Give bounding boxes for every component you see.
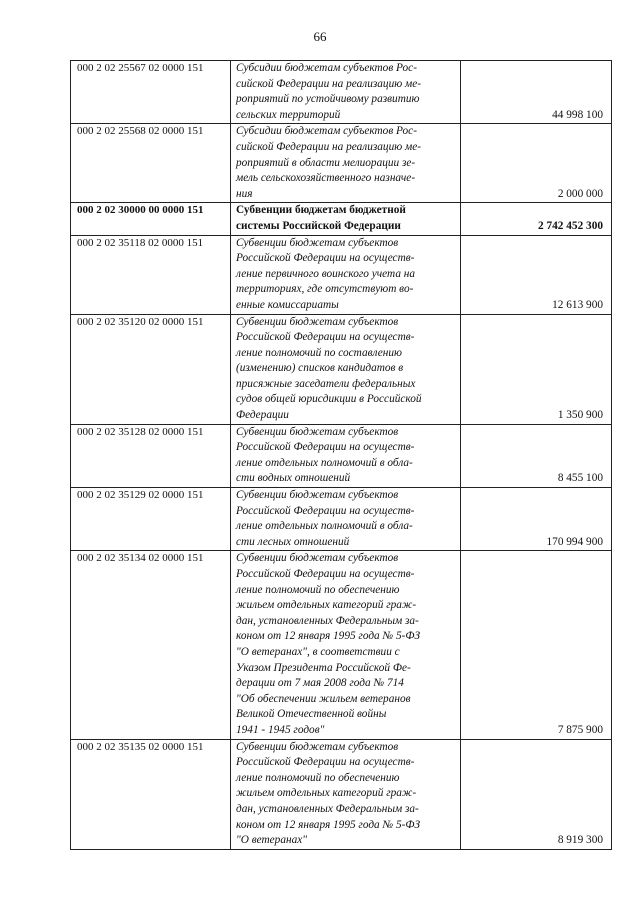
revenue-item-name-line: "О ветеранах" [236,834,307,847]
revenue-item-name-line: Субвенции бюджетам субъектов [236,425,399,438]
budget-classification-code: 000 2 02 35134 02 0000 151 [71,551,231,739]
revenue-table-body [71,61,612,850]
revenue-item-name [231,739,461,849]
revenue-item-name [231,61,461,124]
table-row [71,314,612,424]
revenue-item-name-line: ление первичного воинского учета на [236,267,416,280]
revenue-item-name-line: Российской Федерации на осуществ- [236,252,415,265]
revenue-item-name-line: Российской Федерации на осуществ- [236,504,415,517]
revenue-item-name-line: енные комиссариаты [236,298,339,311]
revenue-item-name-line: Российской Федерации на осуществ- [236,331,415,344]
revenue-item-name-line: мель сельскохозяйственного назначе- [236,172,416,185]
revenue-item-name-line: жильем отдельных категорий граж- [236,599,417,612]
revenue-item-name-line: сийской Федерации на реализацию ме- [236,140,421,153]
revenue-item-name-line: ление отдельных полномочий в обла- [236,456,413,469]
revenue-item-name-line: Субвенции бюджетам субъектов [236,489,399,502]
revenue-item-name-line: Федерации [236,409,289,422]
amount-value: 2 000 000 [461,124,612,203]
revenue-table [70,60,612,850]
revenue-item-name-line: коном от 12 января 1995 года № 5-ФЗ [236,818,421,831]
table-row [71,488,612,551]
revenue-item-name-line: Субвенции бюджетам бюджетной [236,204,406,217]
revenue-item-name-line: Субсидии бюджетам субъектов Рос- [236,62,417,74]
revenue-item-name-line: Российской Федерации на осуществ- [236,441,415,454]
table-row [71,235,612,314]
revenue-item-name [231,551,461,739]
revenue-item-name-line: коном от 12 января 1995 года № 5-ФЗ [236,630,421,643]
budget-classification-code: 000 2 02 35120 02 0000 151 [71,314,231,424]
revenue-item-name-line: судов общей юрисдикции в Российской [236,393,422,406]
amount-value: 8 919 300 [461,739,612,849]
budget-classification-code: 000 2 02 35128 02 0000 151 [71,424,231,487]
revenue-item-name-line: присяжные заседатели федеральных [236,377,416,390]
revenue-item-name-line: "Об обеспечении жильем ветеранов [236,692,411,705]
page-number: 66 [313,29,327,44]
revenue-item-name-line: жильем отдельных категорий граж- [236,787,417,800]
table-row [71,424,612,487]
amount-value: 12 613 900 [461,235,612,314]
amount-value: 7 875 900 [461,551,612,739]
budget-classification-code: 000 2 02 35129 02 0000 151 [71,488,231,551]
revenue-item-name [231,124,461,203]
revenue-item-name-line: "О ветеранах", в соответствии с [236,645,400,658]
revenue-item-name-line: Российской Федерации на осуществ- [236,756,415,769]
table-row [71,203,612,235]
budget-classification-code: 000 2 02 35135 02 0000 151 [71,739,231,849]
budget-classification-code: 000 2 02 25567 02 0000 151 [71,61,231,124]
revenue-item-name [231,424,461,487]
budget-classification-code: 000 2 02 30000 00 0000 151 [71,203,231,235]
revenue-item-name-line: сельских территорий [236,108,341,121]
revenue-item-name-line: (изменению) списков кандидатов в [236,362,404,375]
revenue-item-name-line: роприятий в области мелиорации зе- [236,156,416,169]
amount-value: 1 350 900 [461,314,612,424]
amount-value: 8 455 100 [461,424,612,487]
revenue-item-name-line: дан, установленных Федеральным за- [236,802,419,815]
revenue-item-name [231,235,461,314]
revenue-item-name-line: роприятий по устойчивому развитию [236,93,420,106]
table-row [71,61,612,124]
revenue-item-name-line: сти лесных отношений [236,535,350,548]
revenue-item-name-line: Субвенции бюджетам субъектов [236,236,399,249]
revenue-item-name-line: 1941 - 1945 годов" [236,723,325,736]
amount-value: 2 742 452 300 [461,203,612,235]
revenue-item-name [231,314,461,424]
revenue-item-name-line: Субвенции бюджетам субъектов [236,315,399,328]
revenue-item-name [231,203,461,235]
revenue-item-name-line: ление полномочий по обеспечению [236,583,400,596]
revenue-item-name-line: Российской Федерации на осуществ- [236,568,415,580]
revenue-item-name [231,488,461,551]
revenue-item-name-line: сийской Федерации на реализацию ме- [236,77,421,90]
revenue-item-name-line: Указом Президента Российской Фе- [236,661,411,674]
revenue-item-name-line: Субвенции бюджетам субъектов [236,552,399,565]
revenue-item-name-line: ление полномочий по обеспечению [236,771,400,784]
revenue-item-name-line: сти водных отношений [236,472,351,485]
revenue-item-name-line: системы Российской Федерации [236,219,401,232]
budget-classification-code: 000 2 02 35118 02 0000 151 [71,235,231,314]
table-row [71,124,612,203]
revenue-item-name-line: ния [236,187,253,200]
table-row [71,739,612,849]
revenue-item-name-line: Субсидии бюджетам субъектов Рос- [236,125,417,138]
revenue-item-name-line: Великой Отечественной войны [236,708,387,721]
revenue-item-name-line: ление отдельных полномочий в обла- [236,520,413,533]
amount-value: 44 998 100 [461,61,612,124]
budget-classification-code: 000 2 02 25568 02 0000 151 [71,124,231,203]
revenue-item-name-line: Субвенции бюджетам субъектов [236,740,399,753]
revenue-item-name-line: дан, установленных Федеральным за- [236,614,419,627]
table-row [71,551,612,739]
revenue-item-name-line: территориях, где отсутствуют во- [236,283,414,296]
revenue-item-name-line: дерации от 7 мая 2008 года № 714 [236,677,404,690]
amount-value: 170 994 900 [461,488,612,551]
revenue-item-name-line: ление полномочий по составлению [236,346,402,359]
